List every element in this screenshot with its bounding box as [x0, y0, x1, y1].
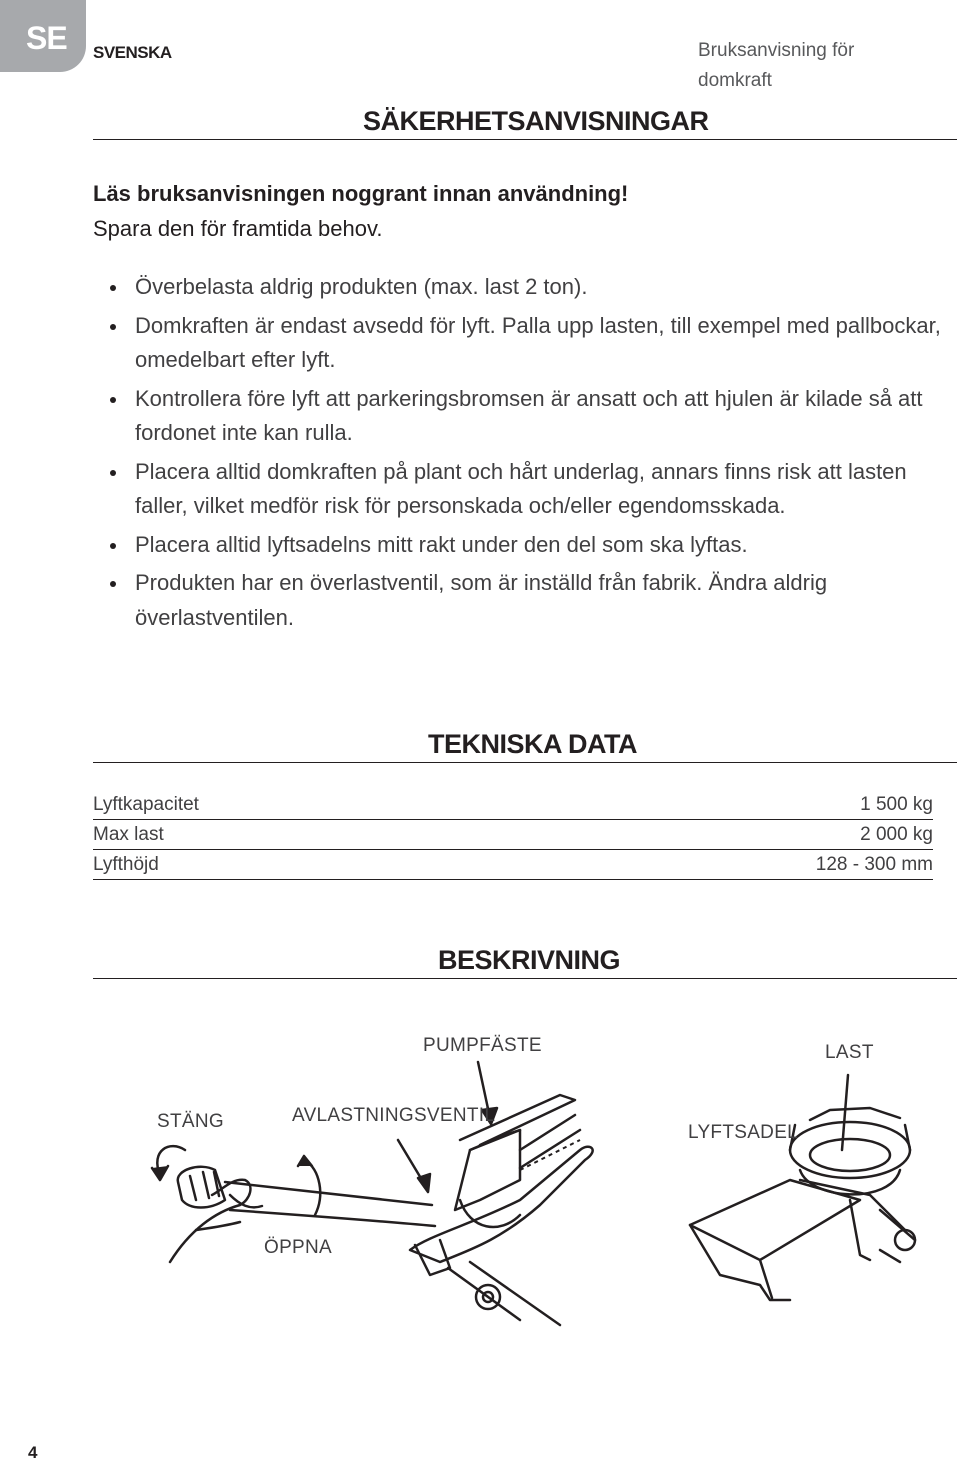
spec-value: 2 000 kg	[492, 820, 933, 850]
description-heading: BESKRIVNING	[438, 945, 621, 975]
intro-warning: Läs bruksanvisningen noggrant innan användning!	[93, 181, 629, 206]
spec-row	[93, 790, 933, 820]
safety-item: Kontrollera före lyft att parkeringsbromsen är ansatt och att hjulen är kilade så att fordonet inte kan rulla.	[93, 382, 953, 451]
safety-item: Placera alltid lyftsadelns mitt rakt under den del som ska lyftas.	[93, 528, 953, 563]
spec-row	[93, 820, 933, 850]
safety-rule	[93, 139, 957, 140]
label-pump-mount: PUMPFÄSTE	[423, 1035, 542, 1056]
tech-heading: TEKNISKA DATA	[428, 729, 637, 759]
safety-item: Placera alltid domkraften på plant och hårt underlag, annars finns risk att lasten faller, vilket medför risk för personskada och/eller egendomsskada.	[93, 455, 953, 524]
label-handle: STÄNG	[157, 1111, 224, 1132]
spec-label: Lyftkapacitet	[93, 790, 492, 820]
spec-label: Max last	[93, 820, 492, 850]
intro-note: Spara den för framtida behov.	[93, 216, 383, 241]
safety-item: Produkten har en överlastventil, som är inställd från fabrik. Ändra aldrig överlastventilen.	[93, 566, 953, 635]
safety-item: Domkraften är endast avsedd för lyft. Palla upp lasten, till exempel med pallbockar, omedelbart efter lyft.	[93, 309, 953, 378]
page-number: 4	[28, 1443, 38, 1462]
label-release-valve: AVLASTNINGSVENTIL	[292, 1105, 496, 1126]
hand-drawing	[170, 1180, 250, 1262]
label-saddle: LYFTSADEL	[688, 1122, 799, 1143]
safety-item: Överbelasta aldrig produkten (max. last 2 ton).	[93, 270, 953, 305]
safety-list	[93, 270, 953, 639]
description-rule	[93, 978, 957, 979]
language-name: SVENSKA	[93, 43, 172, 62]
document-title: Bruksanvisning för domkraft	[698, 40, 855, 91]
label-load: LAST	[825, 1042, 874, 1063]
spec-value: 1 500 kg	[492, 790, 933, 820]
spec-row	[93, 850, 933, 880]
safety-intro	[93, 176, 628, 246]
open-arrow-icon	[305, 1160, 320, 1215]
lifting-saddle	[790, 1122, 910, 1178]
language-tab	[0, 0, 86, 72]
spec-label: Lyfthöjd	[93, 850, 492, 880]
label-open: ÖPPNA	[264, 1237, 333, 1258]
safety-heading: SÄKERHETSANVISNINGAR	[363, 106, 709, 136]
tech-rule	[93, 762, 957, 763]
spec-value: 128 - 300 mm	[492, 850, 933, 880]
language-code: SE	[26, 20, 67, 56]
spec-table	[93, 790, 933, 880]
